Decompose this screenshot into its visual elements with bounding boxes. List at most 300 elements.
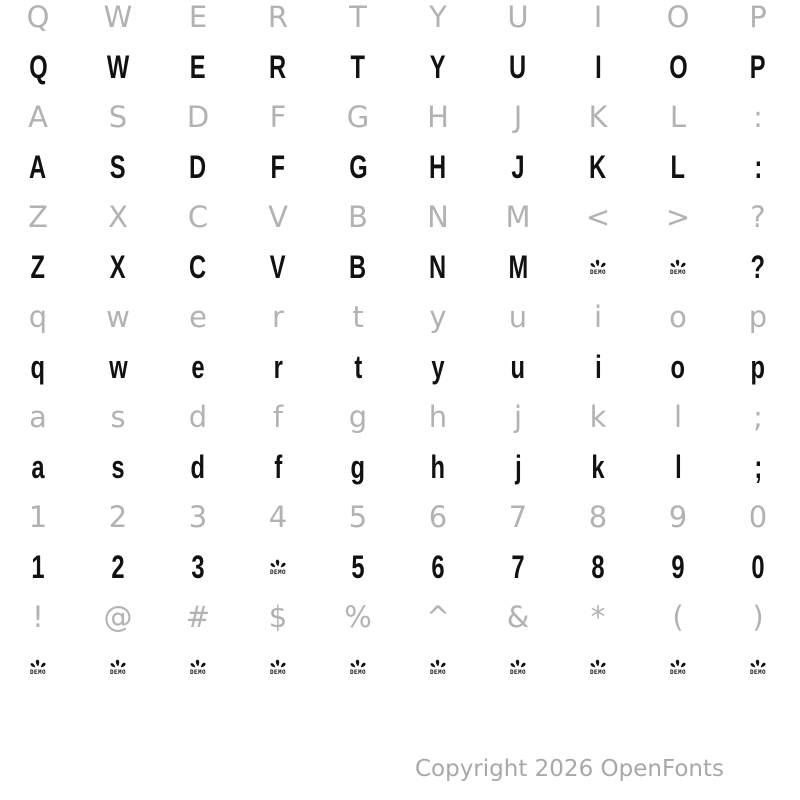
glyph-cell	[238, 592, 318, 642]
glyph-char: )	[752, 600, 764, 634]
glyph-cell	[558, 442, 638, 492]
glyph-char: I	[594, 49, 602, 85]
glyph-char: 0	[751, 549, 765, 585]
glyph-char: X	[110, 249, 126, 285]
glyph-cell	[398, 42, 478, 92]
glyph-row-gray	[0, 592, 800, 642]
glyph-char: X	[108, 200, 128, 234]
glyph-cell	[398, 342, 478, 392]
glyph-char: 0	[748, 500, 768, 534]
glyph-char: Q	[28, 49, 48, 85]
glyph-cell	[398, 492, 478, 542]
glyph-char: D	[189, 149, 207, 185]
glyph-char: :	[754, 149, 762, 185]
glyph-cell	[78, 592, 158, 642]
glyph-cell	[398, 92, 478, 142]
demo-ornament-icon	[28, 657, 48, 669]
glyph-cell	[638, 542, 718, 592]
glyph-char: *	[590, 600, 606, 634]
glyph-cell	[158, 192, 238, 242]
glyph-cell	[158, 542, 238, 592]
glyph-cell	[398, 0, 478, 42]
glyph-char: ;	[753, 400, 763, 434]
demo-glyph-unit	[108, 657, 128, 675]
copyright-text: Copyright 2026 OpenFonts	[414, 756, 724, 782]
glyph-cell	[318, 342, 398, 392]
glyph-cell	[158, 392, 238, 442]
glyph-cell	[238, 292, 318, 342]
glyph-row-black	[0, 42, 800, 92]
demo-ornament-icon	[588, 257, 608, 269]
demo-ornament-icon	[348, 657, 368, 669]
glyph-cell	[238, 192, 318, 242]
glyph-cell	[158, 42, 238, 92]
glyph-char: V	[270, 249, 286, 285]
glyph-char: d	[188, 400, 208, 434]
demo-glyph-unit	[348, 657, 368, 675]
demo-glyph-unit	[428, 657, 448, 675]
glyph-cell	[638, 392, 718, 442]
glyph-char: Q	[26, 0, 50, 34]
demo-ornament-icon	[588, 657, 608, 669]
glyph-char: N	[429, 249, 447, 285]
glyph-cell	[638, 0, 718, 42]
glyph-cell	[318, 392, 398, 442]
glyph-char: j	[513, 400, 523, 434]
glyph-cell	[318, 42, 398, 92]
glyph-cell	[398, 192, 478, 242]
demo-glyph-cell	[318, 642, 398, 692]
glyph-cell	[638, 342, 718, 392]
demo-ornament-icon	[748, 657, 768, 669]
glyph-char: 8	[588, 500, 608, 534]
glyph-cell	[0, 292, 78, 342]
glyph-char: h	[430, 449, 446, 485]
demo-label: DEMO	[669, 669, 686, 676]
demo-glyph-cell	[78, 642, 158, 692]
glyph-char: O	[668, 49, 688, 85]
glyph-cell	[0, 392, 78, 442]
glyph-cell	[398, 442, 478, 492]
glyph-char: h	[428, 400, 448, 434]
glyph-char: l	[673, 400, 683, 434]
glyph-char: F	[270, 149, 286, 185]
glyph-char: ?	[750, 249, 766, 285]
glyph-cell	[478, 492, 558, 542]
glyph-cell	[0, 92, 78, 142]
glyph-cell	[78, 392, 158, 442]
glyph-char: i	[593, 300, 603, 334]
glyph-cell	[78, 492, 158, 542]
glyph-cell	[638, 442, 718, 492]
glyph-char: a	[29, 400, 47, 434]
demo-glyph-unit	[668, 657, 688, 675]
glyph-char: R	[269, 49, 287, 85]
glyph-char: s	[111, 449, 125, 485]
glyph-char: j	[514, 449, 522, 485]
glyph-cell	[478, 0, 558, 42]
glyph-char: ^	[425, 600, 451, 634]
glyph-char: Y	[429, 0, 447, 34]
glyph-char: I	[593, 0, 603, 34]
glyph-char: M	[508, 249, 528, 285]
demo-glyph-cell	[478, 642, 558, 692]
glyph-char: ;	[754, 449, 762, 485]
glyph-char: e	[189, 300, 207, 334]
glyph-char: A	[28, 100, 48, 134]
glyph-cell	[78, 292, 158, 342]
demo-label: DEMO	[669, 269, 686, 276]
demo-ornament-icon	[268, 657, 288, 669]
glyph-char: !	[32, 600, 44, 634]
glyph-char: (	[672, 600, 684, 634]
glyph-char: U	[509, 49, 527, 85]
glyph-cell	[78, 192, 158, 242]
glyph-cell	[158, 0, 238, 42]
glyph-cell	[718, 92, 798, 142]
glyph-cell	[478, 142, 558, 192]
glyph-char: C	[187, 200, 209, 234]
glyph-char: 1	[31, 549, 45, 585]
glyph-char: p	[750, 349, 766, 385]
glyph-cell	[718, 342, 798, 392]
glyph-char: B	[348, 200, 368, 234]
glyph-char: p	[748, 300, 768, 334]
glyph-cell	[0, 0, 78, 42]
glyph-char: T	[350, 49, 366, 85]
glyph-char: 7	[508, 500, 528, 534]
glyph-cell	[0, 192, 78, 242]
glyph-cell	[398, 292, 478, 342]
glyph-char: 6	[428, 500, 448, 534]
glyph-char: k	[591, 449, 605, 485]
glyph-cell	[718, 42, 798, 92]
glyph-row-black	[0, 442, 800, 492]
glyph-char: l	[674, 449, 682, 485]
glyph-cell	[638, 492, 718, 542]
demo-label: DEMO	[589, 269, 606, 276]
demo-ornament-icon	[668, 257, 688, 269]
glyph-cell	[238, 92, 318, 142]
glyph-cell	[478, 342, 558, 392]
glyph-char: w	[108, 349, 128, 385]
glyph-cell	[558, 392, 638, 442]
glyph-cell	[0, 42, 78, 92]
glyph-cell	[318, 442, 398, 492]
demo-label: DEMO	[349, 669, 366, 676]
glyph-char: 2	[111, 549, 125, 585]
glyph-cell	[558, 0, 638, 42]
glyph-cell	[78, 92, 158, 142]
glyph-cell	[318, 592, 398, 642]
demo-glyph-cell	[638, 642, 718, 692]
glyph-char: #	[185, 600, 211, 634]
demo-glyph-unit	[668, 257, 688, 275]
demo-ornament-icon	[188, 657, 208, 669]
glyph-row-gray	[0, 492, 800, 542]
glyph-char: D	[186, 100, 210, 134]
glyph-char: f	[274, 449, 282, 485]
glyph-char: A	[29, 149, 47, 185]
glyph-char: V	[268, 200, 288, 234]
glyph-row-gray	[0, 192, 800, 242]
glyph-char: E	[190, 49, 206, 85]
glyph-cell	[0, 142, 78, 192]
glyph-cell	[78, 542, 158, 592]
demo-glyph-cell	[158, 642, 238, 692]
demo-label: DEMO	[589, 669, 606, 676]
glyph-cell	[158, 92, 238, 142]
glyph-char: H	[429, 149, 447, 185]
glyph-char: e	[191, 349, 205, 385]
glyph-cell	[478, 92, 558, 142]
glyph-cell	[158, 442, 238, 492]
demo-glyph-unit	[188, 657, 208, 675]
glyph-cell	[718, 242, 798, 292]
glyph-cell	[318, 492, 398, 542]
glyph-char: 5	[348, 500, 368, 534]
glyph-char: C	[189, 249, 207, 285]
glyph-cell	[558, 142, 638, 192]
glyph-char: L	[670, 149, 686, 185]
glyph-char: W	[103, 0, 133, 34]
glyph-cell	[398, 592, 478, 642]
glyph-cell	[398, 542, 478, 592]
glyph-char: 1	[28, 500, 48, 534]
glyph-char: q	[30, 349, 46, 385]
glyph-cell	[638, 142, 718, 192]
glyph-char: w	[106, 300, 130, 334]
glyph-cell	[718, 142, 798, 192]
glyph-char: R	[267, 0, 289, 34]
demo-label: DEMO	[189, 669, 206, 676]
glyph-char: ?	[750, 200, 766, 234]
glyph-cell	[238, 442, 318, 492]
glyph-char: 4	[268, 500, 288, 534]
glyph-char: T	[349, 0, 367, 34]
glyph-cell	[318, 142, 398, 192]
glyph-char: M	[505, 200, 531, 234]
glyph-cell	[558, 492, 638, 542]
glyph-char: s	[110, 400, 126, 434]
glyph-char: Z	[30, 249, 46, 285]
demo-glyph-cell	[638, 242, 718, 292]
demo-glyph-unit	[28, 657, 48, 675]
glyph-cell	[158, 492, 238, 542]
glyph-char: k	[589, 400, 607, 434]
glyph-char: P	[750, 49, 766, 85]
demo-label: DEMO	[509, 669, 526, 676]
glyph-cell	[638, 192, 718, 242]
glyph-cell	[238, 142, 318, 192]
glyph-row-black	[0, 642, 800, 692]
glyph-cell	[718, 192, 798, 242]
demo-ornament-icon	[508, 657, 528, 669]
glyph-char: a	[31, 449, 45, 485]
glyph-char: f	[272, 400, 284, 434]
glyph-char: t	[352, 300, 364, 334]
glyph-cell	[718, 542, 798, 592]
glyph-cell	[78, 242, 158, 292]
glyph-char: :	[753, 100, 763, 134]
demo-glyph-cell	[718, 642, 798, 692]
glyph-cell	[718, 592, 798, 642]
glyph-cell	[0, 592, 78, 642]
glyph-char: q	[28, 300, 48, 334]
glyph-char: $	[268, 600, 288, 634]
glyph-cell	[638, 592, 718, 642]
glyph-char: 9	[671, 549, 685, 585]
glyph-char: S	[110, 149, 126, 185]
glyph-cell	[318, 0, 398, 42]
glyph-char: 2	[108, 500, 128, 534]
glyph-char: U	[507, 0, 529, 34]
glyph-cell	[398, 142, 478, 192]
glyph-char: E	[188, 0, 208, 34]
glyph-char: Z	[28, 200, 48, 234]
glyph-cell	[238, 392, 318, 442]
glyph-char: g	[350, 449, 366, 485]
glyph-cell	[318, 542, 398, 592]
demo-label: DEMO	[109, 669, 126, 676]
demo-glyph-cell	[238, 542, 318, 592]
glyph-char: L	[669, 100, 687, 134]
glyph-cell	[158, 142, 238, 192]
glyph-cell	[478, 42, 558, 92]
demo-glyph-cell	[238, 642, 318, 692]
demo-glyph-unit	[588, 257, 608, 275]
glyph-cell	[0, 492, 78, 542]
glyph-cell	[238, 342, 318, 392]
glyph-row-gray	[0, 0, 800, 42]
glyph-char: K	[589, 149, 607, 185]
glyph-cell	[238, 42, 318, 92]
glyph-char: G	[348, 149, 368, 185]
glyph-char: 3	[191, 549, 205, 585]
glyph-cell	[158, 592, 238, 642]
demo-glyph-unit	[268, 657, 288, 675]
demo-glyph-unit	[748, 657, 768, 675]
glyph-char: N	[427, 200, 449, 234]
glyph-cell	[558, 592, 638, 642]
glyph-cell	[718, 0, 798, 42]
glyph-char: P	[749, 0, 767, 34]
glyph-cell	[558, 292, 638, 342]
glyph-char: u	[510, 349, 526, 385]
glyph-char: H	[427, 100, 449, 134]
glyph-char: u	[508, 300, 528, 334]
demo-ornament-icon	[268, 557, 288, 569]
glyph-char: S	[108, 100, 128, 134]
glyph-char: r	[273, 349, 283, 385]
glyph-cell	[0, 542, 78, 592]
glyph-char: >	[665, 200, 691, 234]
glyph-cell	[638, 292, 718, 342]
glyph-char: y	[431, 349, 445, 385]
glyph-char: 6	[431, 549, 445, 585]
glyph-cell	[398, 392, 478, 442]
glyph-cell	[0, 342, 78, 392]
glyph-cell	[318, 292, 398, 342]
demo-ornament-icon	[668, 657, 688, 669]
glyph-cell	[478, 192, 558, 242]
glyph-cell	[78, 442, 158, 492]
glyph-char: J	[513, 100, 523, 134]
glyph-char: J	[511, 149, 525, 185]
glyph-cell	[558, 92, 638, 142]
demo-glyph-unit	[588, 657, 608, 675]
glyph-cell	[718, 292, 798, 342]
glyph-row-gray	[0, 392, 800, 442]
glyph-char: r	[272, 300, 284, 334]
glyph-row-black	[0, 542, 800, 592]
glyph-char: &	[506, 600, 530, 634]
demo-label: DEMO	[269, 569, 286, 576]
demo-glyph-cell	[398, 642, 478, 692]
demo-glyph-cell	[558, 642, 638, 692]
demo-label: DEMO	[749, 669, 766, 676]
glyph-cell	[398, 242, 478, 292]
glyph-char: %	[344, 600, 372, 634]
glyph-cell	[78, 42, 158, 92]
glyph-cell	[558, 42, 638, 92]
glyph-char: K	[588, 100, 608, 134]
glyph-char: o	[670, 349, 686, 385]
glyph-char: G	[346, 100, 370, 134]
glyph-cell	[0, 242, 78, 292]
glyph-cell	[478, 392, 558, 442]
glyph-cell	[78, 342, 158, 392]
demo-glyph-unit	[268, 557, 288, 575]
glyph-cell	[0, 442, 78, 492]
glyph-cell	[238, 492, 318, 542]
demo-label: DEMO	[29, 669, 46, 676]
glyph-char: F	[269, 100, 287, 134]
glyph-char: 9	[668, 500, 688, 534]
glyph-cell	[78, 0, 158, 42]
glyph-cell	[558, 542, 638, 592]
glyph-cell	[478, 242, 558, 292]
glyph-cell	[318, 92, 398, 142]
glyph-cell	[318, 242, 398, 292]
glyph-char: O	[666, 0, 690, 34]
glyph-cell	[158, 292, 238, 342]
glyph-char: <	[585, 200, 611, 234]
glyph-char: 5	[351, 549, 365, 585]
glyph-row-black	[0, 242, 800, 292]
glyph-cell	[158, 342, 238, 392]
glyph-char: B	[349, 249, 367, 285]
demo-ornament-icon	[428, 657, 448, 669]
glyph-cell	[718, 492, 798, 542]
demo-glyph-unit	[508, 657, 528, 675]
glyph-row-black	[0, 342, 800, 392]
glyph-cell	[238, 242, 318, 292]
glyph-char: 7	[511, 549, 525, 585]
demo-label: DEMO	[269, 669, 286, 676]
glyph-cell	[558, 192, 638, 242]
glyph-row-gray	[0, 92, 800, 142]
demo-ornament-icon	[108, 657, 128, 669]
glyph-cell	[78, 142, 158, 192]
glyph-char: Y	[430, 49, 446, 85]
glyph-char: 3	[188, 500, 208, 534]
glyph-cell	[638, 92, 718, 142]
glyph-char: i	[594, 349, 602, 385]
demo-glyph-cell	[0, 642, 78, 692]
glyph-cell	[318, 192, 398, 242]
glyph-cell	[638, 42, 718, 92]
